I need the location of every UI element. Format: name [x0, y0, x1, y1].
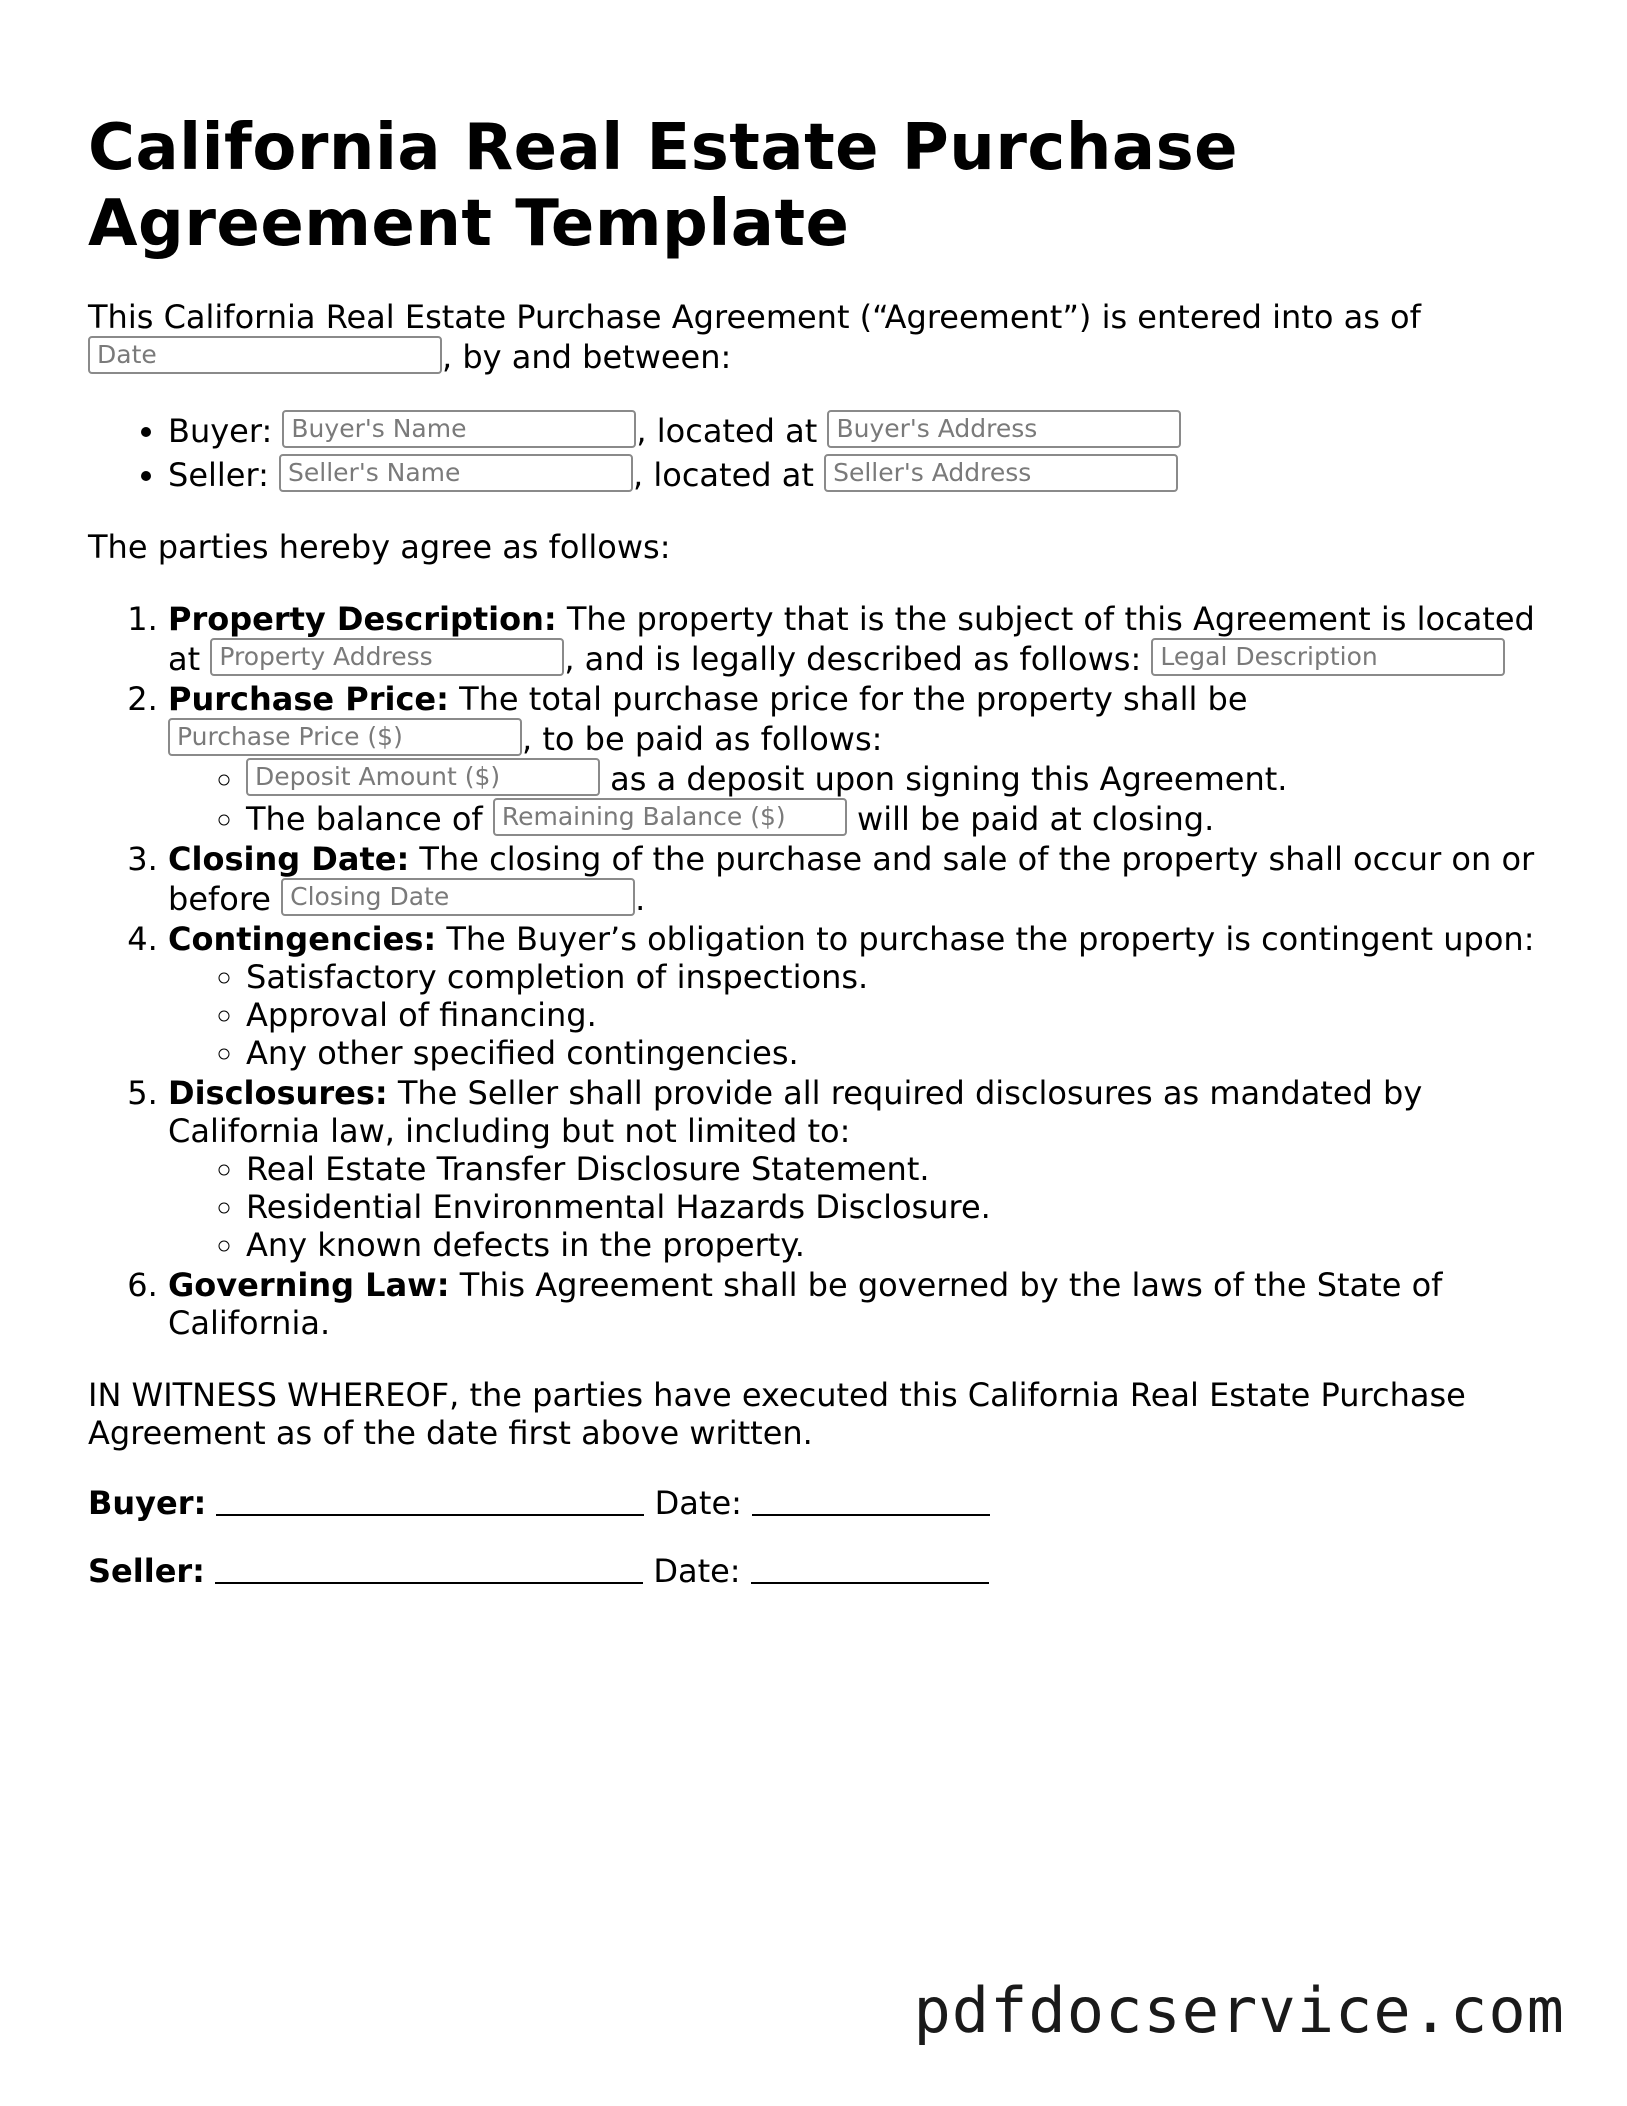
buyer-signature-field[interactable]	[216, 1484, 644, 1516]
term-closing-date	[168, 840, 1548, 918]
deposit-amount-field[interactable]: Deposit Amount ($)	[246, 758, 600, 796]
buyer-name-field[interactable]: Buyer's Name	[282, 410, 636, 448]
seller-signature-field[interactable]	[215, 1552, 643, 1584]
legal-description-field[interactable]: Legal Description	[1151, 638, 1505, 676]
contingencies-list	[168, 958, 1548, 1072]
purchase-price-field[interactable]: Purchase Price ($)	[168, 718, 522, 756]
seller-label: Seller:	[168, 456, 269, 494]
list-item: ◦ Any other specified contingencies.	[246, 1034, 1548, 1072]
intro-text: This California Real Estate Purchase Agreement (“Agreement”) is entered into as of	[88, 298, 1421, 336]
price-heading: Purchase Price:	[168, 680, 449, 718]
document-page	[88, 110, 1548, 1590]
buyer-located-text: , located at	[636, 412, 818, 450]
property-heading: Property Description:	[168, 600, 557, 638]
disclosures-list	[168, 1150, 1548, 1264]
law-heading: Governing Law:	[168, 1266, 450, 1304]
closing-text: The closing of the purchase and sale of the property shall occur on or before	[168, 840, 1535, 918]
buyer-signature-line	[88, 1484, 1548, 1522]
term-governing-law	[168, 1266, 1548, 1342]
term-property-description	[168, 600, 1548, 678]
seller-signature-label: Seller:	[88, 1552, 205, 1590]
disclosures-heading: Disclosures:	[168, 1074, 388, 1112]
watermark-text: pdfdocservice.com	[913, 1974, 1565, 2047]
closing-heading: Closing Date:	[168, 840, 410, 878]
seller-located-text: , located at	[633, 456, 814, 494]
witness-paragraph: IN WITNESS WHEREOF, the parties have executed this California Real Estate Purchase Agreement as of the date first above written.	[88, 1376, 1466, 1452]
buyer-date-label: Date:	[654, 1484, 742, 1522]
balance-text-after: will be paid at closing.	[846, 800, 1215, 838]
seller-name-field[interactable]: Seller's Name	[279, 454, 633, 492]
seller-date-label: Date:	[653, 1552, 741, 1590]
property-text-2: , and is legally described as follows:	[564, 640, 1142, 678]
closing-date-field[interactable]: Closing Date	[281, 878, 635, 916]
seller-date-field[interactable]	[751, 1552, 989, 1584]
property-address-field[interactable]: Property Address	[210, 638, 564, 676]
list-item: ◦ Residential Environmental Hazards Disclosure.	[246, 1188, 1548, 1226]
seller-party-item	[168, 454, 1548, 494]
closing-text-2: .	[635, 880, 646, 918]
disclosures-text: The Seller shall provide all required disclosures as mandated by California law, including but not limited to:	[168, 1074, 1423, 1150]
intro-paragraph	[88, 298, 1548, 376]
price-text: The total purchase price for the property shall be	[448, 680, 1248, 718]
buyer-signature-label: Buyer:	[88, 1484, 207, 1522]
balance-text: The balance of	[246, 800, 483, 838]
agree-text: The parties hereby agree as follows:	[88, 528, 671, 566]
buyer-label: Buyer:	[168, 412, 273, 450]
intro-text-after: , by and between:	[442, 338, 732, 376]
parties-list	[88, 410, 1548, 494]
term-purchase-price	[168, 680, 1548, 838]
term-disclosures	[168, 1074, 1548, 1264]
property-text: The property that is the subject of this Agreement is located at	[168, 600, 1535, 678]
law-text: This Agreement shall be governed by the laws of the State of California.	[168, 1266, 1443, 1342]
list-item: ◦ Approval of financing.	[246, 996, 1548, 1034]
price-text-2: , to be paid as follows:	[522, 720, 883, 758]
buyer-party-item	[168, 410, 1548, 450]
payment-deposit-item	[246, 758, 1548, 798]
seller-address-field[interactable]: Seller's Address	[824, 454, 1178, 492]
payment-list	[168, 758, 1548, 838]
agreement-date-field[interactable]: Date	[88, 336, 442, 374]
list-item: ◦ Satisfactory completion of inspections.	[246, 958, 1548, 996]
contingencies-text: The Buyer’s obligation to purchase the property is contingent upon:	[436, 920, 1535, 958]
contingencies-heading: Contingencies:	[168, 920, 437, 958]
deposit-text: as a deposit upon signing this Agreement.	[600, 760, 1288, 798]
list-item: ◦ Real Estate Transfer Disclosure Statement.	[246, 1150, 1548, 1188]
list-item: ◦ Any known defects in the property.	[246, 1226, 1548, 1264]
buyer-date-field[interactable]	[752, 1484, 990, 1516]
term-contingencies	[168, 920, 1548, 1072]
page-title: California Real Estate Purchase Agreement Template	[88, 111, 1239, 261]
buyer-address-field[interactable]: Buyer's Address	[827, 410, 1181, 448]
payment-balance-item	[246, 798, 1548, 838]
remaining-balance-field[interactable]: Remaining Balance ($)	[493, 798, 847, 836]
terms-list	[88, 600, 1548, 1342]
seller-signature-line	[88, 1552, 1548, 1590]
